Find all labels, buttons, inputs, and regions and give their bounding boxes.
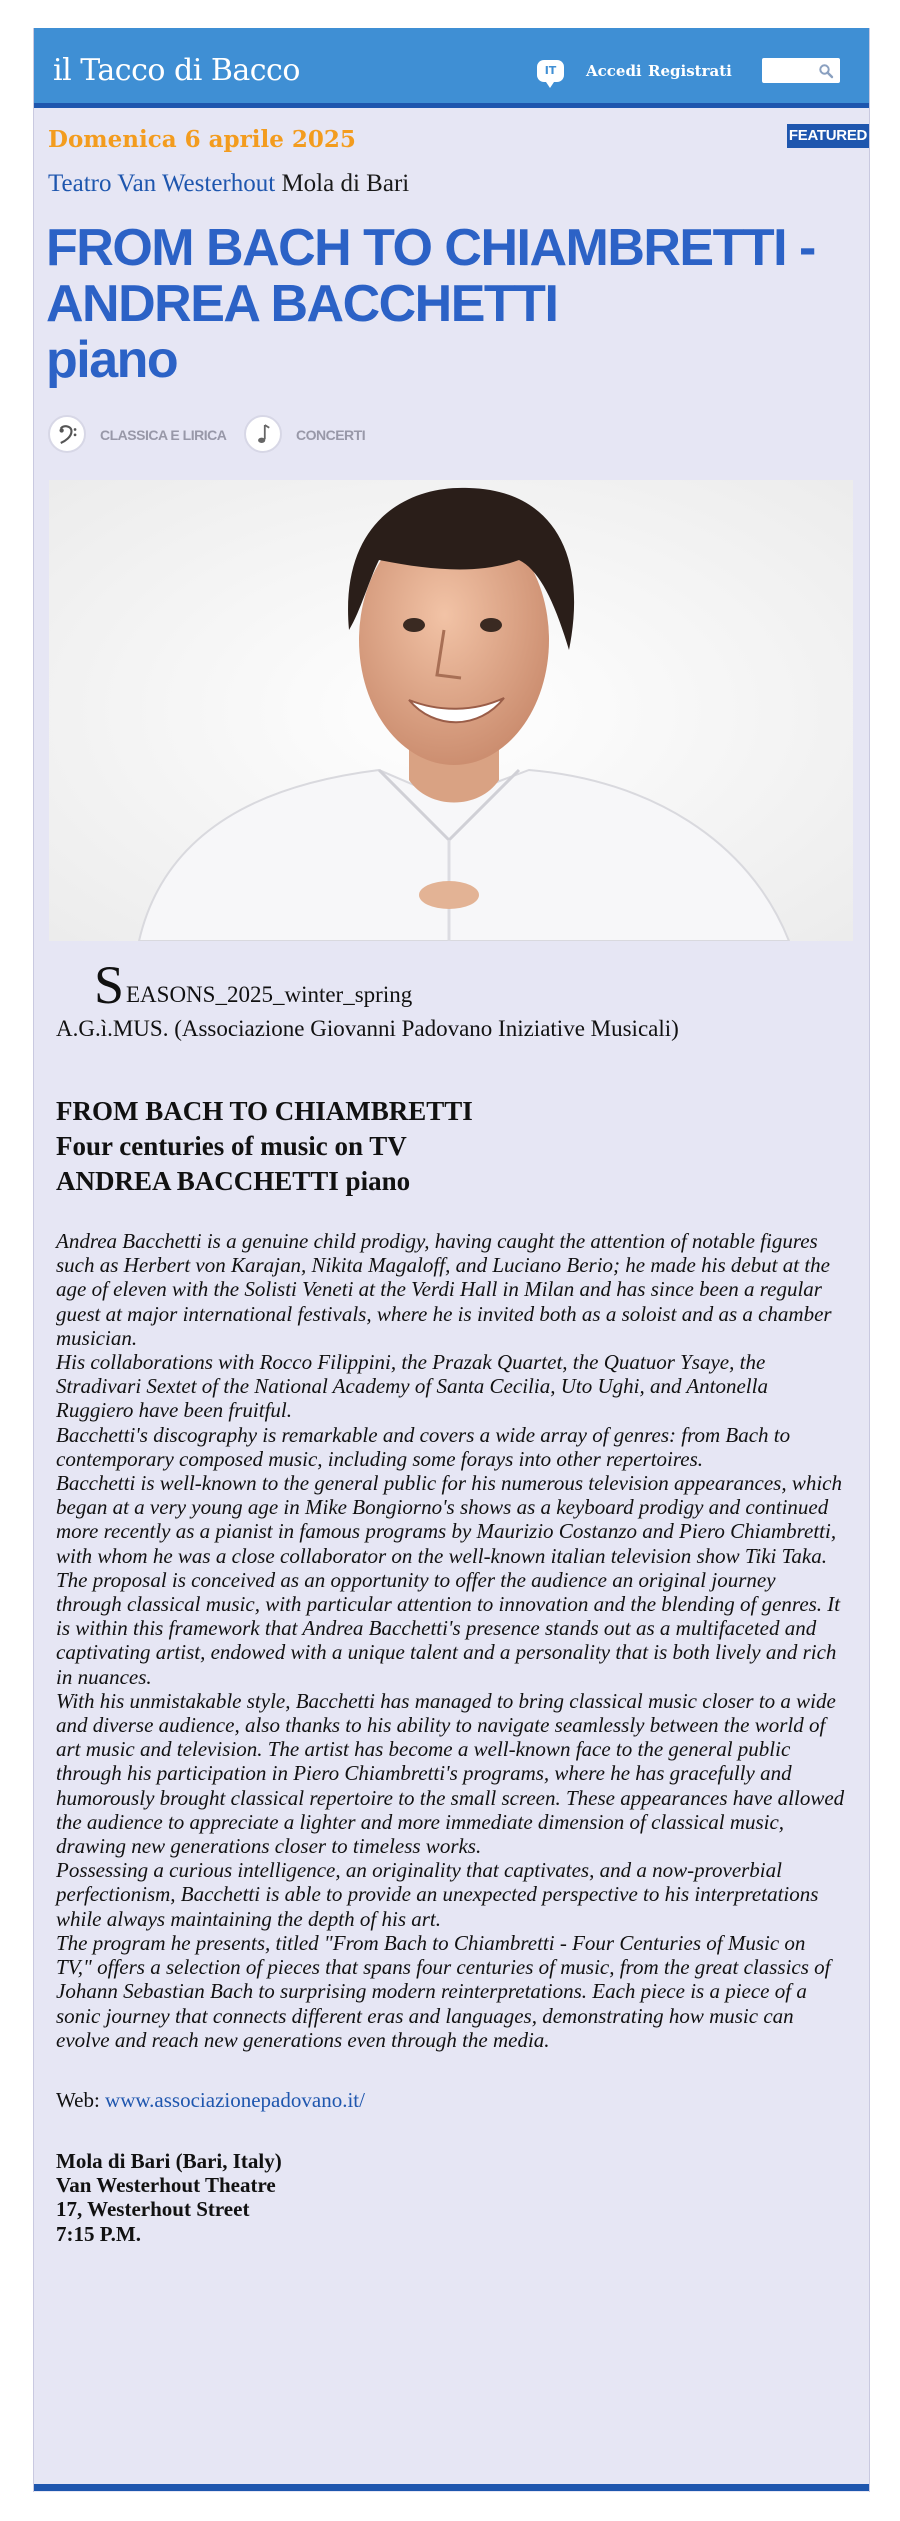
address-line: Van Westerhout Theatre — [56, 2173, 276, 2198]
pianist-portrait-photo — [49, 480, 853, 941]
title-line: piano — [46, 331, 178, 389]
music-note-icon — [244, 415, 282, 453]
paragraph: Bacchetti's discography is remarkable and covers a wide array of genres: from Bach to contemporary composed music, including some forays into other repertoires. — [56, 1422, 791, 1471]
register-link[interactable]: Registrati — [648, 62, 732, 80]
address-line: Mola di Bari (Bari, Italy) — [56, 2148, 282, 2173]
event-city: Mola di Bari — [281, 170, 410, 197]
venue-link[interactable]: Teatro Van Westerhout — [48, 170, 276, 197]
article-heading: FROM BACH TO CHIAMBRETTI — [56, 1096, 473, 1126]
seasons-text: EASONS_2025_winter_spring — [126, 982, 413, 1007]
title-line: FROM BACH TO CHIAMBRETTI - — [46, 219, 815, 277]
paragraph: Bacchetti is well-known to the general public for his numerous television appearances, which began at a very young age in Mike Bongiorno's shows as a keyboard prodigy and continued more recently as a pianist in famous programs by Maurizio Costanzo and Piero Chiambretti, with whom he was a close collaborator on the well-known italian television show Tiki Taka. — [56, 1471, 843, 1568]
article-subheading: Four centuries of music on TV — [56, 1131, 407, 1161]
drop-cap: S — [94, 955, 125, 1015]
language-switch[interactable]: IT — [537, 60, 564, 82]
organizer: A.G.ì.MUS. (Associazione Giovanni Padovano Iniziative Musicali) — [56, 1016, 679, 1041]
login-link[interactable]: Accedi — [586, 62, 642, 80]
category-label: CLASSICA E LIRICA — [100, 427, 227, 443]
event-location — [48, 170, 409, 198]
paragraph: Andrea Bacchetti is a genuine child prodigy, having caught the attention of notable figures such as Herbert von Karajan, Nikita Magaloff, and Luciano Berio; he made his debut at the age of eleven with the Solisti Veneti at the Verdi Hall in Milan and has since been a regular guest at major international festivals, where he is invited both as a soloist and as a chamber musician. — [56, 1229, 832, 1350]
featured-badge: FEATURED — [787, 124, 869, 148]
article-body — [56, 955, 846, 2246]
event-title — [46, 220, 846, 388]
paragraph: His collaborations with Rocco Filippini, the Prazak Quartet, the Quatuor Ysaye, the Stradivari Sextet of the National Academy of Santa Cecilia, Uto Ughi, and Antonella Ruggiero have been fruitful. — [56, 1350, 768, 1423]
seasons-label — [56, 955, 846, 1016]
website-link[interactable]: www.associazionepadovano.it/ — [105, 2087, 365, 2112]
address-line: 7:15 P.M. — [56, 2221, 141, 2246]
category-label: CONCERTI — [296, 427, 366, 443]
paragraph: Possessing a curious intelligence, an originality that captivates, and a now-proverbial perfectionism, Bacchetti is able to provide an unexpected perspective to his interpretations while always maintaining the depth of his art. — [56, 1858, 819, 1931]
site-header — [34, 28, 869, 108]
event-date: Domenica 6 aprile 2025 — [48, 126, 356, 153]
title-line: ANDREA BACCHETTI — [46, 275, 558, 333]
address-line: 17, Westerhout Street — [56, 2197, 250, 2222]
article-performer: ANDREA BACCHETTI piano — [56, 1166, 411, 1196]
bass-clef-icon — [48, 415, 86, 453]
footer-bar — [34, 2484, 869, 2491]
page-frame — [33, 28, 870, 2492]
site-logo[interactable]: il Tacco di Bacco — [53, 53, 300, 88]
search-icon[interactable] — [818, 63, 834, 79]
website-line — [56, 2088, 846, 2113]
event-address — [56, 2149, 846, 2246]
website-label: Web: — [56, 2087, 100, 2112]
paragraph: With his unmistakable style, Bacchetti has managed to bring classical music closer to a wide and diverse audience, also thanks to his ability to navigate seamlessly between the world of art music and television. The artist has become a well-known face to the general public through his participation in Piero Chiambretti's programs, where he has gracefully and humorously brought classical repertoire to the small screen. These appearances have allowed the audience to appreciate a lighter and more immediate dimension of classical music, drawing new generations closer to timeless works. — [56, 1688, 845, 1859]
paragraph: The proposal is conceived as an opportunity to offer the audience an original journey through classical music, with particular attention to innovation and the blending of genres. It is within this framework that Andrea Bacchetti's presence stands out as a multifaceted and captivating artist, endowed with a unique talent and a personality that is both lively and rich in nuances. — [56, 1567, 841, 1689]
paragraph: The program he presents, titled "From Bach to Chiambretti - Four Centuries of Music on TV," offers a selection of pieces that spans four centuries of music, from the great classics of Johann Sebastian Bach to surprising modern reinterpretations. Each piece is a piece of a sonic journey that connects different eras and languages, demonstrating how music can evolve and reach new generations even through the media. — [56, 1930, 831, 2052]
article-text — [56, 1229, 846, 2052]
